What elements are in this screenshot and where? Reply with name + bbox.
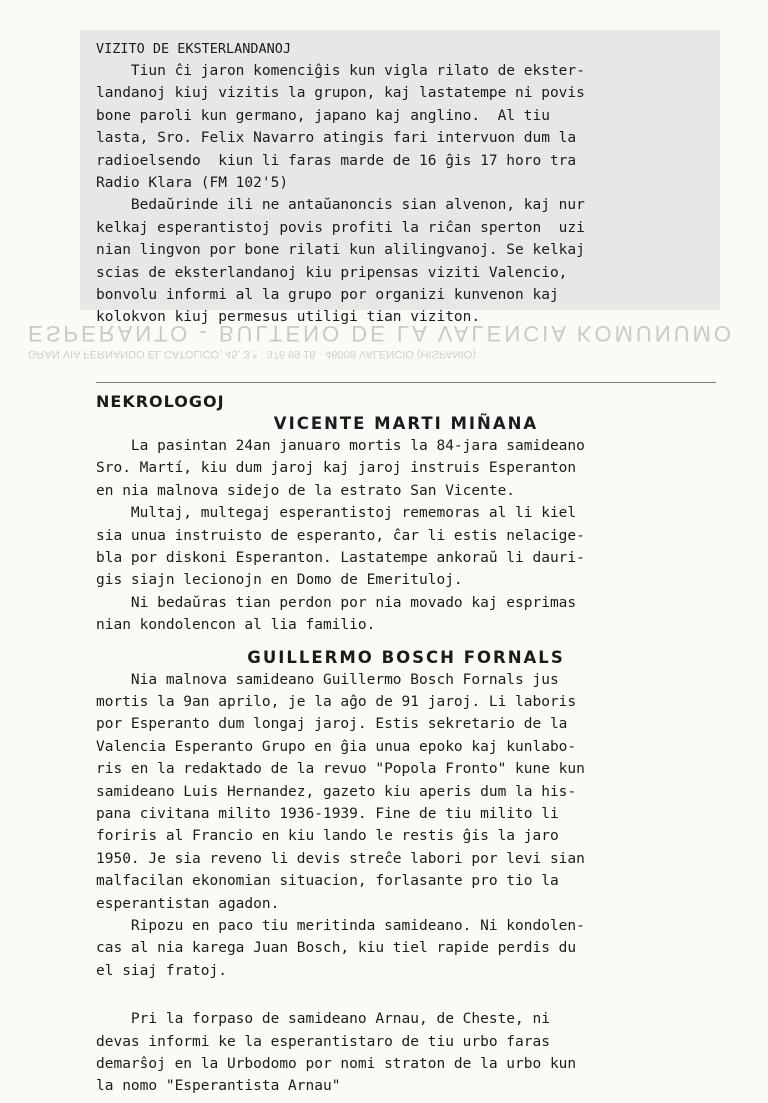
section-title-nekrologoj: NEKROLOGOJ bbox=[96, 391, 225, 411]
text-line: kelkaj esperantistoj povis profiti la riĉan sperton uzi bbox=[96, 219, 585, 236]
text-line: lasta, Sro. Felix Navarro atingis fari intervuon dum la bbox=[96, 130, 577, 147]
text-line: samideano Luis Hernandez, gazeto kiu aperis dum la his- bbox=[96, 783, 577, 800]
obituary-name-marti: VICENTE MARTI MIÑANA bbox=[273, 413, 539, 433]
text-line: bla por diskoni Esperanton. Lastatempe ankoraŭ li dauri- bbox=[96, 549, 585, 566]
text-line: Valencia Esperanto Grupo en ĝia unua epoko kaj kunlabo- bbox=[96, 738, 577, 755]
text-line: por Esperanto dum longaj jaroj. Estis sekretario de la bbox=[96, 716, 568, 733]
text-line: Ni bedaŭras tian perdon por nia movado kaj esprimas bbox=[96, 594, 577, 611]
document-page bbox=[96, 40, 716, 1098]
text-line: Multaj, multegaj esperantistoj rememoras al li kiel bbox=[96, 505, 577, 522]
text-line: gis siajn lecionojn en Domo de Emerituloj. bbox=[96, 572, 463, 589]
text-line: bonvolu informi al la grupo por organizi kunvenon kaj bbox=[96, 287, 559, 304]
bleed-through-masthead: ESPERANTO - BULTENO DE LA VALENCIA KOMUNUMO bbox=[28, 321, 735, 346]
text-line: cas al nia karega Juan Bosch, kiu tiel rapide perdis du bbox=[96, 940, 577, 957]
text-line: en nia malnova sidejo de la estrato San Vicente. bbox=[96, 482, 516, 499]
paragraph-bosch bbox=[96, 669, 716, 983]
paragraph-marti bbox=[96, 435, 716, 637]
text-line: ris en la redaktado de la revuo "Popola Fronto" kune kun bbox=[96, 761, 585, 778]
text-line: Pri la forpaso de samideano Arnau, de Cheste, ni bbox=[96, 1011, 550, 1028]
text-line: la nomo "Esperantista Arnau" bbox=[96, 1078, 341, 1095]
text-line: Radio Klara (FM 102'5) bbox=[96, 175, 289, 192]
text-line: devas informi ke la esperantistaro de tiu urbo faras bbox=[96, 1033, 550, 1050]
text-line: radioelsendo kiun li faras marde de 16 ĝis 17 horo tra bbox=[96, 152, 577, 169]
text-line: kolokvon kiuj permesus utiligi tian viziton. bbox=[96, 309, 481, 326]
text-line: sia unua instruisto de esperanto, ĉar li estis nelacige- bbox=[96, 527, 585, 544]
text-line: el siaj fratoj. bbox=[96, 962, 227, 979]
section-title-vizito: VIZITO DE EKSTERLANDANOJ bbox=[96, 41, 292, 57]
paragraph-vizito bbox=[96, 60, 716, 329]
text-line: landanoj kiuj vizitis la grupon, kaj lastatempe ni povis bbox=[96, 85, 585, 102]
bleed-through-address: GRAN VIA FERNANDO EL CATOLICO, 45, 3.ª · 376 99 16 · 46008 VALENCIO (HISPANIO) bbox=[28, 348, 476, 360]
text-line: Sro. Martí, kiu dum jaroj kaj jaroj instruis Esperanton bbox=[96, 460, 577, 477]
obituary-name-bosch: GUILLERMO BOSCH FORNALS bbox=[247, 647, 565, 667]
text-line: Nia malnova samideano Guillermo Bosch Fornals jus bbox=[96, 671, 559, 688]
paragraph-arnau bbox=[96, 1008, 716, 1098]
text-line: Ripozu en paco tiu meritinda samideano. Ni kondolen- bbox=[96, 918, 585, 934]
text-line: Tiun ĉi jaron komenciĝis kun vigla rilato de ekster- bbox=[96, 63, 585, 79]
text-line: demarŝoj en la Urbodomo por nomi straton de la urbo kun bbox=[96, 1056, 577, 1073]
text-line: foriris al Francio en kiu lando le restis ĝis la jaro bbox=[96, 828, 559, 845]
text-line: malfacilan ekonomian situacion, forlasante pro tio la bbox=[96, 873, 559, 890]
text-line: mortis la 9an aprilo, je la aĝo de 91 jaroj. Li laboris bbox=[96, 693, 577, 710]
text-line: La pasintan 24an januaro mortis la 84-jara samideano bbox=[96, 437, 585, 454]
text-line: bone paroli kun germano, japano kaj anglino. Al tiu bbox=[96, 107, 550, 124]
text-line: pana civitana milito 1936-1939. Fine de tiu milito li bbox=[96, 805, 559, 822]
text-line: 1950. Je sia reveno li devis streĉe labori por levi sian bbox=[96, 850, 585, 867]
text-line: nian kondolencon al lia familio. bbox=[96, 617, 376, 634]
text-line: nian lingvon por bone rilati kun alilingvanoj. Se kelkaj bbox=[96, 242, 585, 259]
text-line: esperantistan agadon. bbox=[96, 895, 280, 912]
text-line: Bedaŭrinde ili ne antaŭanoncis sian alvenon, kaj nur bbox=[96, 197, 585, 214]
text-line: scias de eksterlandanoj kiu pripensas viziti Valencio, bbox=[96, 264, 568, 281]
